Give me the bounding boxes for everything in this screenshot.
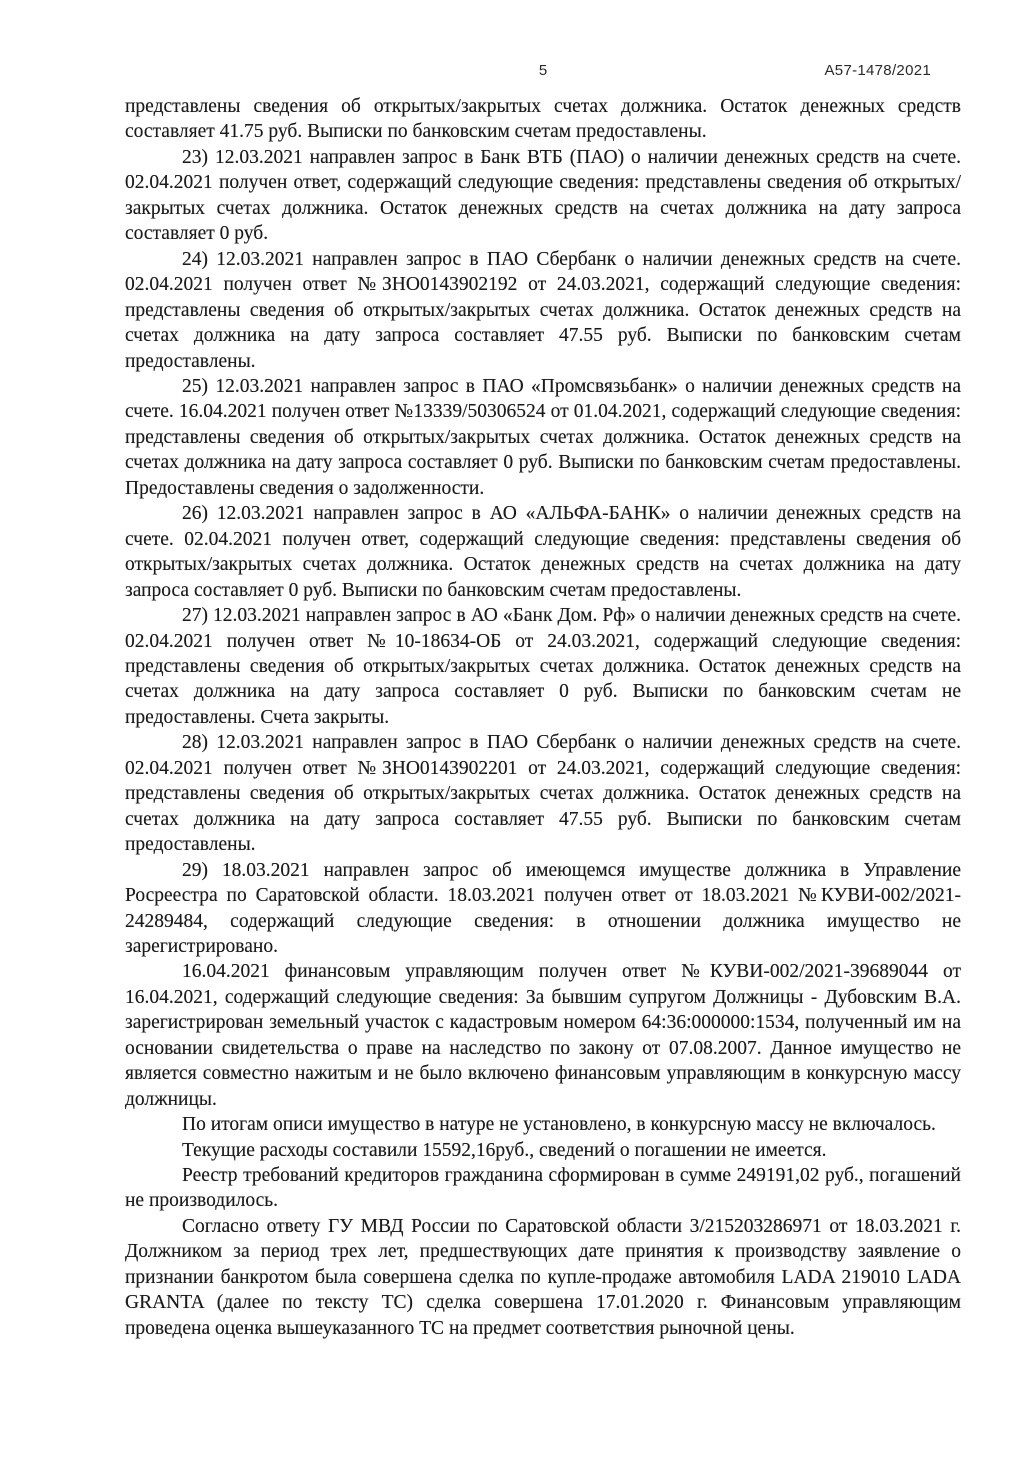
paragraph: 26) 12.03.2021 направлен запрос в АО «АЛЬФА-БАНК» о наличии денежных средств на счете. 02.04.2021 получен ответ, содержащий следующие сведения: представлены сведения об открытых/закрытых счетах должника. Остаток денежных средств на счетах должника на дату запроса составляет 0 руб. Выписки по банковским счетам предоставлены. <box>125 503 961 601</box>
paragraph: 28) 12.03.2021 направлен запрос в ПАО Сбербанк о наличии денежных средств на счете. 02.04.2021 получен ответ №ЗНО0143902201 от 24.03.2021, содержащий следующие сведения: представлены сведения об открытых/закрытых счетах должника. Остаток денежных средств на счетах должника на дату запроса составляет 47.55 руб. Выписки по банковским счетам предоставлены. <box>125 732 961 856</box>
case-number: А57-1478/2021 <box>824 62 931 79</box>
paragraph: 25) 12.03.2021 направлен запрос в ПАО «Промсвязьбанк» о наличии денежных средств на счете. 16.04.2021 получен ответ №13339/50306524 от 01.04.2021, содержащий следующие сведения: представлены сведения об открытых/закрытых счетах должника. Остаток денежных средств на счетах должника на дату запроса составляет 0 руб. Выписки по банковским счетам предоставлены. Предоставлены сведения о задолженности. <box>125 375 961 499</box>
paragraph: 29) 18.03.2021 направлен запрос об имеющемся имуществе должника в Управление Росреестра по Саратовской области. 18.03.2021 получен ответ от 18.03.2021 №КУВИ-002/2021-24289484, содержащий следующие сведения: в отношении должника имущество не зарегистрировано. <box>125 859 961 957</box>
paragraph: 16.04.2021 финансовым управляющим получен ответ №КУВИ-002/2021-39689044 от 16.04.2021, содержащий следующие сведения: За бывшим супругом Должницы - Дубовским В.А. зарегистрирован земельный участок с кадастровым номером 64:36:000000:1534, полученный им на основании свидетельства о праве на наследство по закону от 07.08.2007. Данное имущество не является совместно нажитым и не было включено финансовым управляющим в конкурсную массу должницы. <box>125 961 961 1110</box>
paragraph: Реестр требований кредиторов гражданина сформирован в сумме 249191,02 руб., погашений не производилось. <box>125 1165 961 1212</box>
paragraph: представлены сведения об открытых/закрытых счетах должника. Остаток денежных средств составляет 41.75 руб. Выписки по банковским счетам предоставлены. <box>125 96 961 143</box>
paragraph: Согласно ответу ГУ МВД России по Саратовской области 3/215203286971 от 18.03.2021 г. Должником за период трех лет, предшествующих дате принятия к производству заявление о признании банкротом была совершена сделка по купле-продаже автомобиля LADA 219010 LADA GRANTA (далее по тексту ТС) сделка совершена 17.01.2020 г. Финансовым управляющим проведена оценка вышеуказанного ТС на предмет соответствия рыночной цены. <box>125 1215 961 1339</box>
document-body <box>125 94 961 1341</box>
paragraph: По итогам описи имущество в натуре не установлено, в конкурсную массу не включалось. <box>182 1114 936 1136</box>
paragraph: Текущие расходы составили 15592,16руб., сведений о погашении не имеется. <box>182 1139 827 1161</box>
paragraph: 24) 12.03.2021 направлен запрос в ПАО Сбербанк о наличии денежных средств на счете. 02.04.2021 получен ответ №ЗНО0143902192 от 24.03.2021, содержащий следующие сведения: представлены сведения об открытых/закрытых счетах должника. Остаток денежных средств на счетах должника на дату запроса составляет 47.55 руб. Выписки по банковским счетам предоставлены. <box>125 248 961 372</box>
paragraph: 23) 12.03.2021 направлен запрос в Банк ВТБ (ПАО) о наличии денежных средств на счете. 02.04.2021 получен ответ, содержащий следующие сведения: представлены сведения об открытых/закрытых счетах должника. Остаток денежных средств на счетах должника на дату запроса составляет 0 руб. <box>125 146 961 245</box>
paragraph: 27) 12.03.2021 направлен запрос в АО «Банк Дом. Рф» о наличии денежных средств на счете. 02.04.2021 получен ответ №10-18634-ОБ от 24.03.2021, содержащий следующие сведения: представлены сведения об открытых/закрытых счетах должника. Остаток денежных средств на счетах должника на дату запроса составляет 0 руб. Выписки по банковским счетам не предоставлены. Счета закрыты. <box>125 605 961 728</box>
page-header <box>125 62 961 82</box>
page-number: 5 <box>538 62 548 79</box>
